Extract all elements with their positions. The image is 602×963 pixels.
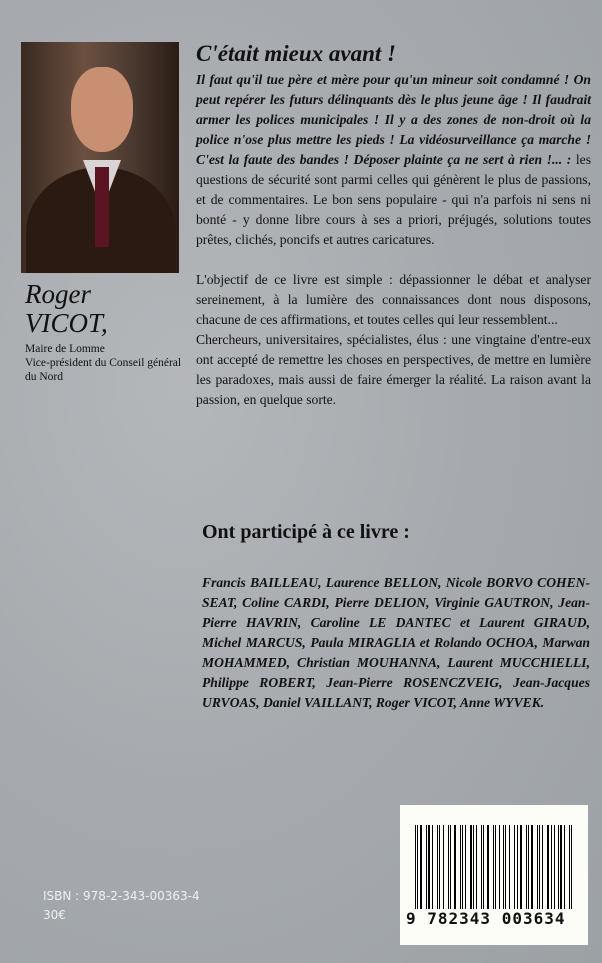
barcode-bar: [517, 825, 518, 917]
barcode-bar: [415, 825, 416, 917]
barcode-bar: [558, 825, 559, 917]
barcode-bar: [454, 825, 456, 917]
barcode-bar: [483, 825, 484, 917]
barcode-bar: [537, 825, 538, 917]
barcode-bar: [526, 825, 527, 917]
barcode-bar: [571, 825, 572, 917]
barcode-bar: [462, 825, 463, 917]
barcode-number: 9 782343 003634: [406, 909, 586, 928]
intro-quotes: Il faut qu'il tue père et mère pour qu'un mineur soit condamné ! On peut repérer les futurs délinquants dès le plus jeune âge ! Il faudrait armer les polices municipales ! Il y a des zones de non-droit où la police n'ose plus mettre les pieds ! La vidéosurveillance ça marche ! C'est la faute des bandes ! Déposer plainte ça ne sert à rien !... :: [196, 72, 591, 167]
book-title: C'était mieux avant !: [196, 41, 396, 66]
barcode-bar: [547, 825, 549, 917]
barcode-bar: [487, 825, 489, 917]
author-block: [25, 280, 190, 384]
barcode-bar: [503, 825, 504, 917]
barcode-bar: [420, 825, 421, 917]
barcode-bar: [476, 825, 477, 917]
barcode-bar: [439, 825, 440, 917]
author-first-name: Roger: [25, 279, 91, 309]
intro-paragraph: [196, 70, 591, 250]
barcode-bar: [554, 825, 555, 917]
barcode-bar: [426, 825, 427, 917]
barcode-bar: [509, 825, 510, 917]
barcode: [400, 805, 588, 945]
isbn-block: [43, 887, 200, 925]
author-role: Vice-président du Conseil général du Nord: [25, 357, 182, 383]
author-photo: [21, 42, 179, 273]
barcode-bar: [473, 825, 474, 917]
barcode-bar: [450, 825, 451, 917]
intro-text: les questions de sécurité sont parmi celles qui génèrent le plus de passions, et de commentaires. Le bon sens populaire - qui n'a parfois ni sens ni bonté - y donne libre cours à ses a priori, préjugés, solutions toutes prêtes, clichés, poncifs et autres caricatures.: [196, 152, 592, 247]
barcode-bar: [539, 825, 540, 917]
barcode-bar: [569, 825, 570, 917]
barcode-bar: [470, 825, 471, 917]
barcode-bar: [564, 825, 565, 917]
barcode-bar: [428, 825, 430, 917]
contributors-heading: Ont participé à ce livre :: [202, 521, 410, 543]
barcode-bar: [495, 825, 496, 917]
barcode-bar: [448, 825, 449, 917]
barcode-bar: [505, 825, 506, 917]
contributors-intro-paragraph: Chercheurs, universitaires, spécialistes, élus : une vingtaine d'entre-eux ont accepté de remettre les choses en perspectives, de mettre en lumière les paradoxes, mais aussi de faire émerger la réalité. La raison avant la passion, en quelque sorte.: [196, 332, 591, 407]
barcode-bar: [514, 825, 515, 917]
barcode-bar: [520, 825, 522, 917]
author-role: Maire de Lomme: [25, 343, 105, 355]
objective-paragraph: L'objectif de ce livre est simple : dépassionner le débat et analyser sereinement, à la lumière des connaissances dont nous disposons, chacune de ces affirmations, et toutes celles qui leur ressemblent...: [196, 272, 591, 327]
barcode-bar: [481, 825, 482, 917]
barcode-bar: [432, 825, 433, 917]
barcode-bar: [460, 825, 461, 917]
barcode-bar: [437, 825, 438, 917]
contributors-list: Francis BAILLEAU, Laurence BELLON, Nicole BORVO COHEN-SEAT, Coline CARDI, Pierre DELION, Virginie GAUTRON, Jean-Pierre HAVRIN, Caroline LE DANTEC et Laurent GIRAUD, Michel MARCUS, Paula MIRAGLIA et Rolando OCHOA, Marwan MOHAMMED, Christian MOUHANNA, Laurent MUCCHIELLI, Philippe ROBERT, Jean-Pierre ROSENCZVEIG, Jean-Jacques URVOAS, Daniel VAILLANT, Roger VICOT, Anne WYVEK.: [202, 575, 590, 710]
barcode-bar: [542, 825, 543, 917]
barcode-bar: [443, 825, 444, 917]
barcode-bar: [493, 825, 494, 917]
barcode-bars: [415, 825, 575, 917]
author-last-name: VICOT,: [25, 308, 108, 338]
isbn: ISBN : 978-2-343-00363-4: [43, 889, 200, 903]
barcode-bar: [531, 825, 532, 917]
barcode-bar: [417, 825, 418, 917]
barcode-bar: [499, 825, 500, 917]
barcode-bar: [465, 825, 466, 917]
price: 30€: [43, 908, 66, 922]
barcode-bar: [560, 825, 561, 917]
blurb: [196, 40, 591, 410]
barcode-bar: [551, 825, 552, 917]
barcode-bar: [528, 825, 529, 917]
